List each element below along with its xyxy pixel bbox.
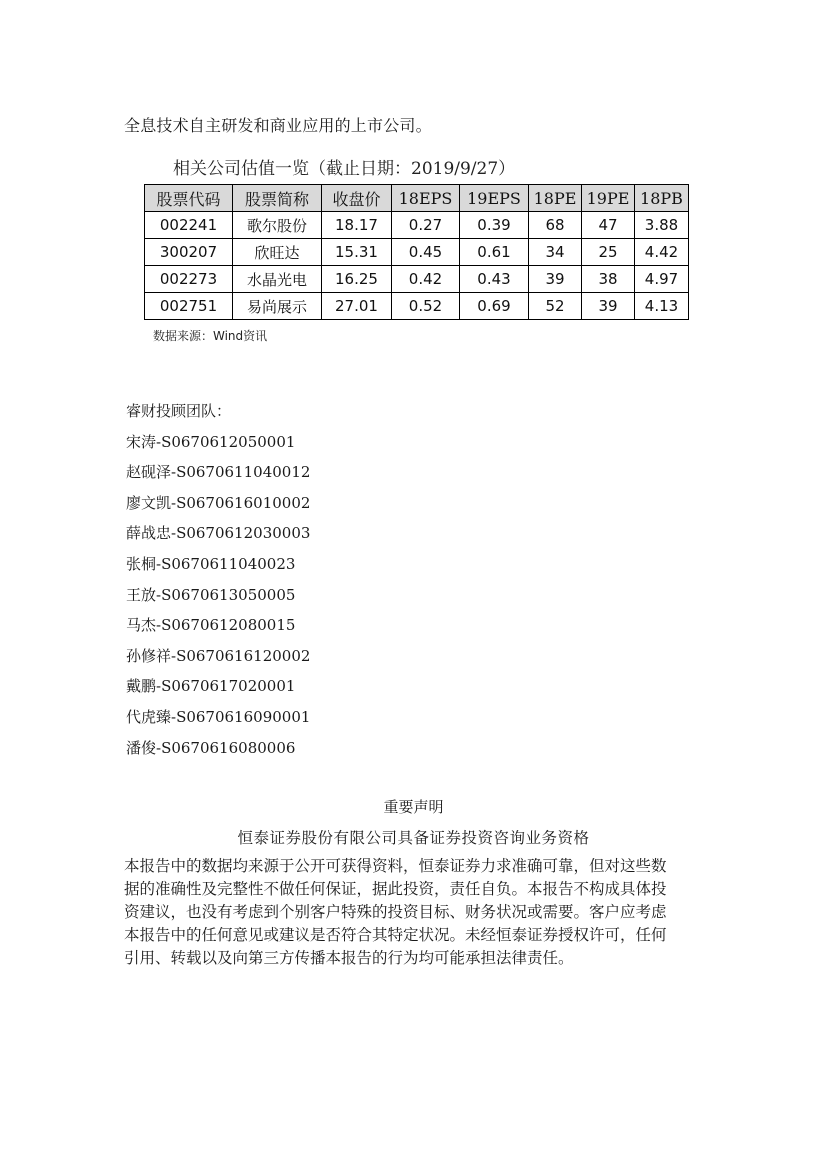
cell-18eps: 0.42: [392, 266, 460, 293]
header-stock-code: 股票代码: [145, 185, 233, 212]
disclaimer-line: 资建议，也没有考虑到个别客户特殊的投资目标、财务状况或需要。客户应考虑: [124, 903, 667, 921]
cell-18pe: 68: [529, 212, 582, 239]
disclaimer-line: 本报告中的任何意见或建议是否符合其特定状况。未经恒泰证券授权许可，任何: [124, 926, 667, 944]
data-source-note: 数据来源：Wind资讯: [153, 329, 268, 343]
intro-text: 全息技术自主研发和商业应用的上市公司。: [124, 116, 432, 135]
cell-18eps: 0.27: [392, 212, 460, 239]
team-member: 潘俊-S0670616080006: [126, 738, 296, 757]
disclaimer-line: 本报告中的数据均来源于公开可获得资料，恒泰证券力求准确可靠，但对这些数: [124, 857, 667, 875]
team-member: 代虎臻-S0670616090001: [126, 707, 311, 726]
disclaimer-line: 据的准确性及完整性不做任何保证，据此投资，责任自负。本报告不构成具体投: [124, 880, 667, 898]
cell-close-price: 18.17: [322, 212, 392, 239]
cell-18pb: 4.42: [635, 239, 689, 266]
cell-stock-code: 300207: [145, 239, 233, 266]
team-member: 王放-S0670613050005: [126, 585, 296, 604]
valuation-table: [144, 184, 689, 320]
table-row: [145, 239, 689, 266]
cell-19eps: 0.39: [460, 212, 529, 239]
cell-18pb: 4.97: [635, 266, 689, 293]
table-title: 相关公司估值一览（截止日期：2019/9/27）: [173, 159, 516, 179]
header-18eps: 18EPS: [392, 185, 460, 212]
team-member: 薛战忠-S0670612030003: [126, 524, 311, 543]
team-member: 宋涛-S0670612050001: [126, 432, 296, 451]
cell-close-price: 27.01: [322, 293, 392, 320]
cell-18eps: 0.45: [392, 239, 460, 266]
cell-stock-name: 欣旺达: [233, 239, 322, 266]
team-title: 睿财投顾团队：: [126, 402, 232, 420]
cell-19pe: 47: [582, 212, 635, 239]
cell-18pe: 39: [529, 266, 582, 293]
cell-stock-name: 歌尔股份: [233, 212, 322, 239]
cell-19pe: 38: [582, 266, 635, 293]
header-19pe: 19PE: [582, 185, 635, 212]
cell-stock-code: 002273: [145, 266, 233, 293]
table-row: [145, 266, 689, 293]
cell-18eps: 0.52: [392, 293, 460, 320]
cell-close-price: 15.31: [322, 239, 392, 266]
table-header-row: [145, 185, 689, 212]
header-stock-name: 股票简称: [233, 185, 322, 212]
cell-stock-name: 水晶光电: [233, 266, 322, 293]
header-close-price: 收盘价: [322, 185, 392, 212]
header-18pe: 18PE: [529, 185, 582, 212]
cell-close-price: 16.25: [322, 266, 392, 293]
cell-19pe: 39: [582, 293, 635, 320]
team-member: 张桐-S0670611040023: [126, 554, 296, 573]
cell-18pe: 34: [529, 239, 582, 266]
cell-stock-code: 002241: [145, 212, 233, 239]
cell-18pe: 52: [529, 293, 582, 320]
disclaimer-title: 重要声明: [383, 798, 444, 816]
table-row: [145, 293, 689, 320]
cell-19eps: 0.43: [460, 266, 529, 293]
table-row: [145, 212, 689, 239]
team-member: 戴鹏-S0670617020001: [126, 677, 296, 696]
cell-18pb: 4.13: [635, 293, 689, 320]
team-member: 孙修祥-S0670616120002: [126, 646, 311, 665]
team-member: 赵砚泽-S0670611040012: [126, 463, 311, 482]
cell-19pe: 25: [582, 239, 635, 266]
header-18pb: 18PB: [635, 185, 689, 212]
cell-stock-code: 002751: [145, 293, 233, 320]
disclaimer-body: [124, 855, 710, 970]
disclaimer-subtitle: 恒泰证券股份有限公司具备证券投资咨询业务资格: [237, 829, 590, 847]
header-19eps: 19EPS: [460, 185, 529, 212]
team-member: 廖文凯-S0670616010002: [126, 493, 311, 512]
cell-18pb: 3.88: [635, 212, 689, 239]
disclaimer-line: 引用、转载以及向第三方传播本报告的行为均可能承担法律责任。: [124, 949, 574, 967]
cell-stock-name: 易尚展示: [233, 293, 322, 320]
advisor-team: [126, 396, 310, 763]
team-member: 马杰-S0670612080015: [126, 616, 296, 635]
cell-19eps: 0.69: [460, 293, 529, 320]
cell-19eps: 0.61: [460, 239, 529, 266]
